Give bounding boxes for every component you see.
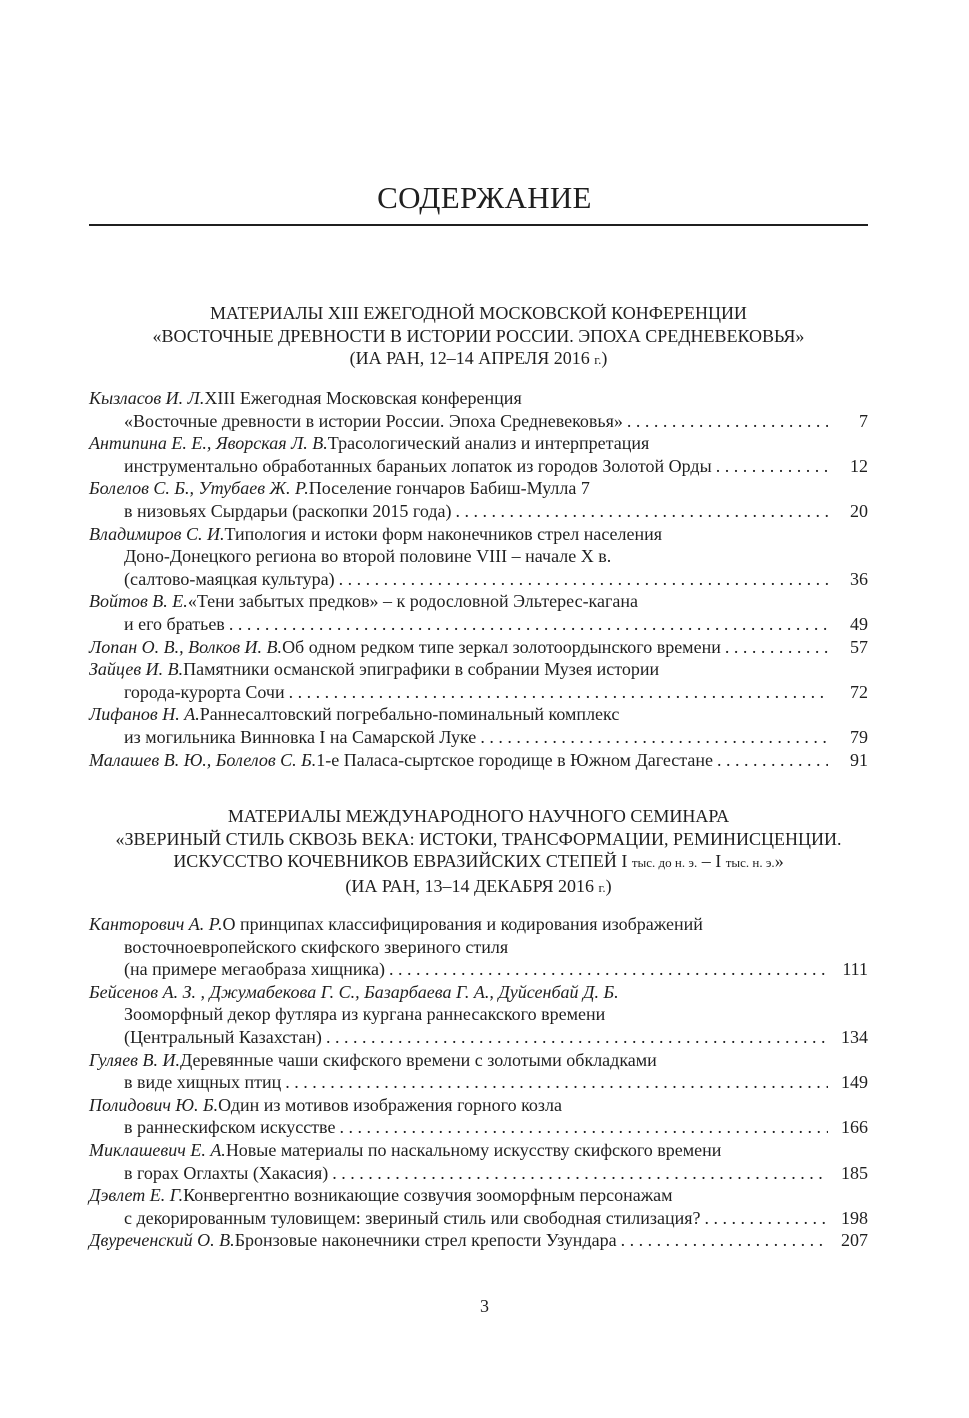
entry-author: Войтов В. Е. — [89, 591, 188, 612]
toc-entry[interactable] — [89, 913, 868, 981]
entry-title: восточноевропейского скифского звериного стиля — [124, 936, 509, 957]
toc-entry[interactable] — [89, 477, 868, 522]
entry-title: О принципах классифицирования и кодирования изображений — [222, 914, 703, 934]
leader-dots — [285, 1071, 828, 1094]
title-rule — [89, 224, 868, 226]
entry-page: 57 — [850, 636, 868, 657]
entry-page: 111 — [842, 959, 868, 980]
entry-title: и его братьев — [124, 613, 225, 634]
leader-dots — [455, 500, 828, 523]
entry-title: Конвергентно возникающие созвучия зооморфным персонажам — [183, 1185, 673, 1206]
toc-entry[interactable] — [89, 636, 868, 659]
section1-entries — [89, 387, 868, 771]
section1-heading-line3: (ИА РАН, 12–14 АПРЕЛЯ 2016 г.) — [349, 348, 608, 369]
section1-heading-line2: «ВОСТОЧНЫЕ ДРЕВНОСТИ В ИСТОРИИ РОССИИ. ЭПОХА СРЕДНЕВЕКОВЬЯ» — [152, 325, 805, 346]
toc-entry[interactable] — [89, 523, 868, 591]
entry-title: «Восточные древности в истории России. Эпоха Средневековья» — [124, 410, 623, 431]
entry-title: «Тени забытых предков» – к родословной Эльтерес-кагана — [187, 591, 639, 612]
entry-page: 134 — [841, 1026, 868, 1047]
entry-title: Типология и истоки форм наконечников стрел населения — [224, 523, 663, 544]
entry-page: 91 — [850, 749, 868, 770]
entry-title: (Центральный Казахстан) — [124, 1026, 322, 1047]
entry-title: города-курорта Сочи — [124, 681, 285, 702]
entry-title: в виде хищных птиц — [124, 1072, 282, 1093]
section2-heading-line4: (ИА РАН, 13–14 ДЕКАБРЯ 2016 г.) — [345, 875, 612, 896]
entry-title: (салтово-маяцкая культура) — [124, 568, 335, 589]
leader-dots — [326, 1026, 828, 1049]
leader-dots — [621, 1229, 828, 1252]
page-number: 3 — [480, 1296, 489, 1316]
entry-title: в горах Оглахты (Хакасия) — [124, 1162, 329, 1183]
toc-entry[interactable] — [89, 1049, 868, 1094]
toc-entry[interactable] — [89, 1184, 868, 1229]
leader-dots — [289, 681, 828, 704]
toc-entry[interactable] — [89, 590, 868, 635]
entry-title: с декорированным туловищем: звериный стиль или свободная стилизация? — [124, 1207, 701, 1228]
leader-dots — [725, 636, 828, 659]
entry-title: (на примере мегаобраза хищника) — [124, 959, 385, 980]
entry-title: инструментально обработанных бараньих лопаток из городов Золотой Орды — [124, 455, 712, 476]
entry-title: Памятники османской эпиграфики в собрании Музея истории — [183, 659, 660, 680]
entry-page: 185 — [841, 1162, 868, 1183]
entry-title: Новые материалы по наскальному искусству скифского времени — [225, 1139, 722, 1160]
entry-page: 12 — [850, 455, 868, 476]
entry-page: 207 — [841, 1230, 868, 1251]
entry-page: 7 — [859, 410, 868, 431]
entry-author: Полидович Ю. Б. — [89, 1094, 219, 1115]
entry-author: Кызласов И. Л. — [89, 388, 205, 408]
entry-page: 20 — [850, 500, 868, 521]
entry-author: Дэвлет Е. Г. — [89, 1185, 184, 1206]
entry-title: Зооморфный декор футляра из кургана раннесакского времени — [124, 1004, 606, 1025]
entry-author: Бейсенов А. З. , Джумабекова Г. С., Базарбаева Г. А., Дуйсенбай Д. Б. — [89, 981, 619, 1002]
entry-page: 49 — [850, 613, 868, 634]
leader-dots — [480, 726, 828, 749]
leader-dots — [229, 613, 828, 636]
entry-title: в низовьях Сырдарьи (раскопки 2015 года) — [124, 500, 452, 521]
entry-page: 166 — [841, 1117, 868, 1138]
leader-dots — [705, 1207, 828, 1230]
toc-entry[interactable] — [89, 749, 868, 772]
page-title: СОДЕРЖАНИЕ — [377, 180, 592, 215]
entry-page: 149 — [841, 1072, 868, 1093]
leader-dots — [716, 455, 828, 478]
entry-author: Гуляев В. И. — [89, 1049, 180, 1070]
entry-title: Поселение гончаров Бабиш-Мулла 7 — [308, 478, 590, 499]
entry-author: Двуреченский О. В. — [89, 1230, 235, 1251]
section2-heading-line1: МАТЕРИАЛЫ МЕЖДУНАРОДНОГО НАУЧНОГО СЕМИНАРА — [227, 806, 730, 826]
section2-heading-line3: ИСКУССТВО КОЧЕВНИКОВ ЕВРАЗИЙСКИХ СТЕПЕЙ I тыс. до н. э. – I тыс. н. э.» — [173, 851, 784, 872]
toc-entry[interactable] — [89, 658, 868, 703]
leader-dots — [332, 1162, 828, 1185]
entry-title: Один из мотивов изображения горного козла — [218, 1094, 562, 1115]
entry-author: Лопан О. В., Волков И. В. — [89, 636, 283, 657]
entry-title: Раннесалтовский погребально-поминальный комплекс — [199, 704, 620, 725]
entry-author: Лифанов Н. А. — [89, 704, 200, 725]
leader-dots — [339, 1116, 828, 1139]
entry-title: из могильника Винновка I на Самарской Луке — [124, 726, 477, 747]
section1-heading-line1: МАТЕРИАЛЫ XIII ЕЖЕГОДНОЙ МОСКОВСКОЙ КОНФЕРЕНЦИИ — [210, 303, 747, 323]
section2-entries — [89, 913, 868, 1252]
toc-entry[interactable] — [89, 387, 868, 432]
entry-author: Зайцев И. В. — [89, 659, 184, 680]
entry-title: Доно-Донецкого региона во второй половине VIII – начале X в. — [124, 546, 612, 567]
toc-entry[interactable] — [89, 981, 868, 1049]
entry-author: Болелов С. Б., Утубаев Ж. Р. — [89, 478, 309, 499]
entry-title: XIII Ежегодная Московская конференция — [204, 388, 522, 408]
section2-heading — [89, 805, 868, 899]
entry-title: 1-е Паласа-сыртское городище в Южном Дагестане — [316, 749, 713, 770]
toc-entry[interactable] — [89, 1229, 868, 1252]
entry-page: 36 — [850, 568, 868, 589]
entry-author: Канторович А. Р. — [89, 914, 223, 934]
toc-entry[interactable] — [89, 432, 868, 477]
leader-dots — [339, 568, 828, 591]
entry-author: Антипина Е. Е., Яворская Л. В. — [89, 433, 328, 454]
leader-dots — [389, 958, 828, 981]
toc-entry[interactable] — [89, 1139, 868, 1184]
section1-heading — [89, 302, 868, 372]
entry-author: Владимиров С. И. — [89, 523, 225, 544]
leader-dots — [717, 749, 828, 772]
toc-entry[interactable] — [89, 1094, 868, 1139]
entry-page: 72 — [850, 681, 868, 702]
entry-title: Трасологический анализ и интерпретация — [327, 433, 650, 454]
entry-page: 79 — [850, 726, 868, 747]
entry-title: Бронзовые наконечники стрел крепости Узундара — [234, 1230, 617, 1251]
entry-page: 198 — [841, 1207, 868, 1228]
section2-heading-line2: «ЗВЕРИНЫЙ СТИЛЬ СКВОЗЬ ВЕКА: ИСТОКИ, ТРАНСФОРМАЦИИ, РЕМИНИСЦЕНЦИИ. — [115, 828, 842, 849]
entry-author: Малашев В. Ю., Болелов С. Б. — [89, 749, 317, 770]
entry-title: в раннескифском искусстве — [124, 1117, 336, 1138]
entry-title: Об одном редком типе зеркал золотоордынского времени — [282, 636, 721, 657]
entry-title: Деревянные чаши скифского времени с золотыми обкладками — [179, 1049, 657, 1070]
toc-entry[interactable] — [89, 703, 868, 748]
leader-dots — [627, 410, 828, 433]
entry-author: Миклашевич Е. А. — [89, 1139, 226, 1160]
